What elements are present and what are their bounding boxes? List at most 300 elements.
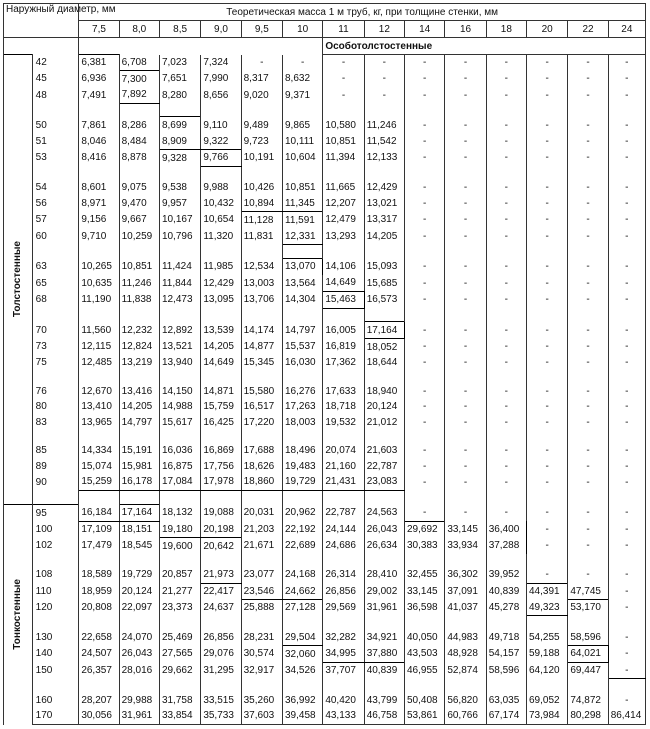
spacer-cell — [79, 616, 119, 629]
mass-cell: 21,973 — [201, 567, 241, 583]
mass-cell: 19,729 — [283, 474, 323, 490]
mass-cell: 7,651 — [159, 71, 200, 87]
spacer-row — [4, 490, 646, 504]
mass-cell: 9,328 — [159, 149, 200, 166]
mass-cell: - — [486, 443, 526, 459]
spacer-cell — [201, 490, 241, 504]
mass-cell: 35,260 — [241, 692, 282, 708]
table-row — [4, 583, 646, 599]
mass-cell: 16,517 — [241, 399, 282, 415]
mass-cell: 11,394 — [323, 149, 364, 166]
mass-cell: - — [486, 291, 526, 308]
diameter-cell: 73 — [32, 339, 79, 355]
spacer-cell — [159, 371, 200, 384]
mass-cell: 19,088 — [201, 504, 241, 521]
mass-cell: 18,496 — [283, 443, 323, 459]
mass-cell: - — [568, 567, 608, 583]
spacer-cell — [568, 103, 608, 116]
mass-cell: 17,164 — [364, 322, 404, 339]
mass-cell: 56,820 — [445, 692, 486, 708]
mass-cell: 9,988 — [201, 180, 241, 196]
mass-cell: - — [608, 149, 645, 166]
mass-cell: 23,083 — [364, 474, 404, 490]
mass-cell: - — [568, 414, 608, 430]
spacer-row — [4, 166, 646, 179]
mass-cell: 12,429 — [364, 180, 404, 196]
mass-cell: - — [608, 275, 645, 291]
mass-cell: 12,473 — [159, 291, 200, 308]
mass-cell: 17,263 — [283, 399, 323, 415]
thickness-header-cell: 16 — [445, 21, 486, 38]
mass-cell: - — [568, 521, 608, 537]
spacer-cell — [568, 166, 608, 179]
table-row — [4, 71, 646, 87]
mass-cell: - — [608, 180, 645, 196]
mass-cell: 16,869 — [201, 443, 241, 459]
spacer-cell — [119, 554, 159, 567]
spacer-cell — [486, 430, 526, 443]
table-row — [4, 180, 646, 196]
mass-cell: - — [568, 458, 608, 474]
mass-cell: - — [527, 567, 568, 583]
mass-cell: 11,128 — [241, 212, 282, 228]
spacer-cell — [241, 103, 282, 116]
mass-cell: 36,598 — [405, 599, 445, 615]
diameter-cell: 120 — [32, 599, 79, 615]
mass-cell: 10,654 — [201, 212, 241, 228]
mass-cell: 18,052 — [364, 339, 404, 355]
mass-cell: 59,188 — [527, 645, 568, 662]
mass-cell: - — [527, 458, 568, 474]
spacer-cell — [445, 679, 486, 692]
table-row — [4, 259, 646, 275]
spacer-cell — [79, 244, 119, 258]
mass-cell: 13,965 — [79, 414, 119, 430]
mass-cell: - — [405, 383, 445, 399]
spacer-cell — [159, 490, 200, 504]
spacer-cell — [405, 166, 445, 179]
table-row — [4, 599, 646, 615]
diameter-cell: 110 — [32, 583, 79, 599]
mass-cell: 8,632 — [283, 71, 323, 87]
diameter-header: Наружный диаметр, мм — [4, 4, 79, 38]
spacer-cell — [119, 244, 159, 258]
spacer-cell — [32, 490, 79, 504]
thick-wall-group — [4, 55, 33, 505]
mass-cell: 10,265 — [79, 259, 119, 275]
spacer-cell — [32, 554, 79, 567]
mass-cell: 12,485 — [79, 355, 119, 371]
mass-cell: 58,596 — [486, 662, 526, 678]
spacer-cell — [608, 430, 645, 443]
mass-cell: 33,934 — [445, 538, 486, 554]
mass-cell: 8,416 — [79, 149, 119, 166]
table-row — [4, 692, 646, 708]
mass-cell: 10,167 — [159, 212, 200, 228]
mass-cell: 39,952 — [486, 567, 526, 583]
mass-cell: 13,521 — [159, 339, 200, 355]
spacer-cell — [323, 430, 364, 443]
extra-thick-subheader: Особотолстостенные — [323, 38, 646, 55]
mass-cell: 15,981 — [119, 458, 159, 474]
mass-cell: 15,074 — [79, 458, 119, 474]
diameter-cell: 51 — [32, 133, 79, 149]
mass-cell: - — [405, 322, 445, 339]
mass-cell: - — [568, 259, 608, 275]
mass-cell: 24,563 — [364, 504, 404, 521]
table-row — [4, 383, 646, 399]
mass-cell: 15,259 — [79, 474, 119, 490]
mass-cell: 14,106 — [323, 259, 364, 275]
mass-cell: - — [568, 339, 608, 355]
diameter-cell: 57 — [32, 212, 79, 228]
mass-cell: 67,174 — [486, 708, 526, 725]
mass-cell: 22,097 — [119, 599, 159, 615]
spacer-cell — [568, 679, 608, 692]
mass-cell: 41,037 — [445, 599, 486, 615]
mass-cell: 8,699 — [159, 117, 200, 133]
mass-cell: - — [445, 87, 486, 103]
thickness-header-cell: 8,0 — [119, 21, 159, 38]
mass-cell: 8,317 — [241, 71, 282, 87]
mass-cell: - — [608, 521, 645, 537]
mass-cell: 10,111 — [283, 133, 323, 149]
mass-cell: 13,416 — [119, 383, 159, 399]
mass-cell: - — [568, 180, 608, 196]
diameter-cell: 50 — [32, 117, 79, 133]
spacer-cell — [486, 308, 526, 321]
spacer-cell — [486, 554, 526, 567]
mass-cell: - — [486, 259, 526, 275]
mass-cell: 10,851 — [283, 180, 323, 196]
mass-cell: 18,940 — [364, 383, 404, 399]
mass-cell: - — [568, 443, 608, 459]
table-row — [4, 212, 646, 228]
table-row — [4, 567, 646, 583]
mass-cell: - — [608, 196, 645, 212]
spacer-cell — [568, 371, 608, 384]
mass-cell: - — [608, 133, 645, 149]
mass-cell: - — [608, 383, 645, 399]
table-row — [4, 55, 646, 71]
mass-cell: 7,300 — [119, 71, 159, 87]
table-row — [4, 474, 646, 490]
mass-cell: 10,604 — [283, 149, 323, 166]
mass-cell: 31,295 — [201, 662, 241, 678]
spacer-cell — [283, 166, 323, 179]
spacer-cell — [79, 430, 119, 443]
spacer-cell — [32, 244, 79, 258]
table-row — [4, 322, 646, 339]
mass-cell: 43,799 — [364, 692, 404, 708]
mass-cell: 46,758 — [364, 708, 404, 725]
spacer-cell — [119, 430, 159, 443]
mass-cell: 46,955 — [405, 662, 445, 678]
diameter-cell: 140 — [32, 645, 79, 662]
mass-cell: 33,854 — [159, 708, 200, 725]
thickness-header-cell: 12 — [364, 21, 404, 38]
mass-cell: 17,756 — [201, 458, 241, 474]
mass-cell: 30,056 — [79, 708, 119, 725]
mass-cell: 16,005 — [323, 322, 364, 339]
mass-cell: 29,504 — [283, 629, 323, 645]
mass-cell: 11,665 — [323, 180, 364, 196]
mass-cell: 8,909 — [159, 133, 200, 149]
mass-cell: 9,865 — [283, 117, 323, 133]
mass-cell: 10,259 — [119, 228, 159, 244]
mass-cell: - — [445, 117, 486, 133]
mass-cell: 31,961 — [119, 708, 159, 725]
spacer-cell — [527, 166, 568, 179]
mass-cell: 10,796 — [159, 228, 200, 244]
mass-cell: 22,658 — [79, 629, 119, 645]
mass-cell: 14,649 — [323, 275, 364, 291]
spacer-cell — [283, 554, 323, 567]
mass-cell: 29,662 — [159, 662, 200, 678]
mass-cell: 32,060 — [283, 645, 323, 662]
thickness-header-cell: 10 — [283, 21, 323, 38]
mass-cell: 23,077 — [241, 567, 282, 583]
mass-cell: 40,839 — [486, 583, 526, 599]
mass-cell: 24,070 — [119, 629, 159, 645]
mass-cell: 8,046 — [79, 133, 119, 149]
mass-cell: 9,020 — [241, 87, 282, 103]
mass-cell: 10,580 — [323, 117, 364, 133]
mass-cell: 30,383 — [405, 538, 445, 554]
mass-cell: 10,191 — [241, 149, 282, 166]
mass-cell: 12,670 — [79, 383, 119, 399]
spacer-cell — [241, 244, 282, 258]
mass-cell: - — [527, 55, 568, 71]
spacer-cell — [283, 244, 323, 258]
mass-cell: 19,180 — [159, 521, 200, 537]
mass-cell: - — [527, 87, 568, 103]
spacer-cell — [608, 679, 645, 692]
mass-cell: 22,192 — [283, 521, 323, 537]
mass-cell: 10,851 — [119, 259, 159, 275]
spacer-cell — [608, 616, 645, 629]
spacer-cell — [32, 103, 79, 116]
mass-cell: - — [568, 399, 608, 415]
mass-cell: 13,095 — [201, 291, 241, 308]
spacer-cell — [241, 616, 282, 629]
mass-cell: 53,170 — [568, 599, 608, 615]
mass-cell: 53,861 — [405, 708, 445, 725]
mass-cell: 14,877 — [241, 339, 282, 355]
mass-cell: 7,491 — [79, 87, 119, 103]
table-row — [4, 629, 646, 645]
mass-cell: 54,157 — [486, 645, 526, 662]
mass-cell: - — [608, 399, 645, 415]
spacer-cell — [159, 308, 200, 321]
mass-cell: - — [445, 71, 486, 87]
mass-cell: 6,936 — [79, 71, 119, 87]
mass-cell: 21,277 — [159, 583, 200, 599]
mass-cell: 34,921 — [364, 629, 404, 645]
mass-cell: - — [405, 443, 445, 459]
mass-cell: - — [486, 117, 526, 133]
mass-cell: - — [323, 87, 364, 103]
mass-cell: 7,861 — [79, 117, 119, 133]
mass-cell: 24,168 — [283, 567, 323, 583]
mass-cell: 30,574 — [241, 645, 282, 662]
mass-cell: 13,021 — [364, 196, 404, 212]
spacer-cell — [445, 490, 486, 504]
spacer-cell — [32, 679, 79, 692]
spacer-cell — [283, 103, 323, 116]
mass-cell: 10,426 — [241, 180, 282, 196]
mass-cell: - — [445, 55, 486, 71]
mass-cell: - — [608, 414, 645, 430]
mass-cell: 18,003 — [283, 414, 323, 430]
mass-cell: 22,689 — [283, 538, 323, 554]
diameter-cell: 65 — [32, 275, 79, 291]
spacer-cell — [283, 490, 323, 504]
mass-cell: - — [364, 87, 404, 103]
mass-cell: 16,276 — [283, 383, 323, 399]
mass-cell: - — [527, 322, 568, 339]
mass-cell: 37,091 — [445, 583, 486, 599]
mass-cell: 24,507 — [79, 645, 119, 662]
mass-cell: 18,959 — [79, 583, 119, 599]
mass-cell: - — [527, 538, 568, 554]
mass-cell: - — [608, 458, 645, 474]
mass-cell: - — [405, 149, 445, 166]
mass-cell: - — [405, 355, 445, 371]
spacer-cell — [405, 308, 445, 321]
mass-cell: 29,988 — [119, 692, 159, 708]
mass-cell: 8,971 — [79, 196, 119, 212]
spacer-cell — [527, 679, 568, 692]
mass-cell: - — [568, 196, 608, 212]
mass-cell: 14,304 — [283, 291, 323, 308]
spacer-cell — [201, 679, 241, 692]
mass-cell: 12,232 — [119, 322, 159, 339]
mass-cell: - — [527, 275, 568, 291]
mass-cell: 36,992 — [283, 692, 323, 708]
mass-cell: 52,874 — [445, 662, 486, 678]
mass-cell: 24,686 — [323, 538, 364, 554]
spacer-cell — [608, 166, 645, 179]
spacer-cell — [119, 616, 159, 629]
mass-cell: - — [405, 87, 445, 103]
mass-cell: 17,109 — [79, 521, 119, 537]
diameter-cell: 85 — [32, 443, 79, 459]
mass-cell: 26,634 — [364, 538, 404, 554]
mass-cell: - — [527, 180, 568, 196]
spacer-cell — [201, 554, 241, 567]
mass-cell: - — [608, 322, 645, 339]
mass-cell: - — [486, 399, 526, 415]
mass-cell: 22,787 — [323, 504, 364, 521]
mass-cell: 11,831 — [241, 228, 282, 244]
mass-cell: - — [608, 645, 645, 662]
mass-cell: - — [486, 212, 526, 228]
mass-cell: 20,642 — [201, 538, 241, 554]
spacer-cell — [445, 616, 486, 629]
spacer-cell — [201, 166, 241, 179]
mass-cell: - — [445, 414, 486, 430]
spacer-cell — [445, 244, 486, 258]
diameter-cell: 160 — [32, 692, 79, 708]
mass-cell: 44,983 — [445, 629, 486, 645]
mass-cell: 20,031 — [241, 504, 282, 521]
mass-cell: - — [568, 228, 608, 244]
mass-cell: 23,546 — [241, 583, 282, 599]
spacer-cell — [486, 371, 526, 384]
mass-cell: 16,178 — [119, 474, 159, 490]
mass-cell: 15,685 — [364, 275, 404, 291]
diameter-cell: 68 — [32, 291, 79, 308]
mass-cell: - — [445, 399, 486, 415]
spacer-cell — [159, 554, 200, 567]
spacer-cell — [364, 554, 404, 567]
mass-cell: 24,662 — [283, 583, 323, 599]
diameter-cell: 90 — [32, 474, 79, 490]
mass-cell: 25,888 — [241, 599, 282, 615]
table-row — [4, 117, 646, 133]
mass-cell: 26,856 — [201, 629, 241, 645]
spacer-cell — [323, 490, 364, 504]
table-row — [4, 196, 646, 212]
spacer-cell — [159, 103, 200, 116]
spacer-cell — [364, 430, 404, 443]
spacer-cell — [323, 679, 364, 692]
mass-cell: 17,084 — [159, 474, 200, 490]
mass-cell: 20,808 — [79, 599, 119, 615]
spacer-cell — [32, 166, 79, 179]
mass-cell: - — [445, 443, 486, 459]
mass-cell: 15,537 — [283, 339, 323, 355]
mass-cell: - — [323, 55, 364, 71]
spacer-cell — [568, 490, 608, 504]
spacer-cell — [364, 371, 404, 384]
mass-cell: 11,246 — [364, 117, 404, 133]
mass-cell: 9,075 — [119, 180, 159, 196]
mass-cell: 11,246 — [119, 275, 159, 291]
mass-cell: - — [405, 458, 445, 474]
diameter-cell: 76 — [32, 383, 79, 399]
diameter-cell: 75 — [32, 355, 79, 371]
mass-cell: 9,710 — [79, 228, 119, 244]
spacer-cell — [323, 554, 364, 567]
spacer-cell — [405, 430, 445, 443]
mass-cell: 14,797 — [283, 322, 323, 339]
mass-cell: 14,649 — [201, 355, 241, 371]
spacer-cell — [445, 371, 486, 384]
spacer-row — [4, 430, 646, 443]
mass-cell: 17,220 — [241, 414, 282, 430]
mass-cell: - — [527, 399, 568, 415]
spacer-cell — [608, 244, 645, 258]
mass-cell: - — [486, 87, 526, 103]
mass-cell: 25,469 — [159, 629, 200, 645]
mass-cell: 19,729 — [119, 567, 159, 583]
table-row — [4, 521, 646, 537]
table-row — [4, 443, 646, 459]
spacer-cell — [608, 490, 645, 504]
mass-cell: 37,603 — [241, 708, 282, 725]
mass-cell: 9,110 — [201, 117, 241, 133]
mass-cell: 16,875 — [159, 458, 200, 474]
spacer-cell — [527, 490, 568, 504]
mass-cell: 19,600 — [159, 538, 200, 554]
mass-cell: 33,145 — [445, 521, 486, 537]
mass-cell: 12,207 — [323, 196, 364, 212]
mass-cell: 14,174 — [241, 322, 282, 339]
mass-cell: - — [405, 339, 445, 355]
mass-cell: - — [445, 212, 486, 228]
